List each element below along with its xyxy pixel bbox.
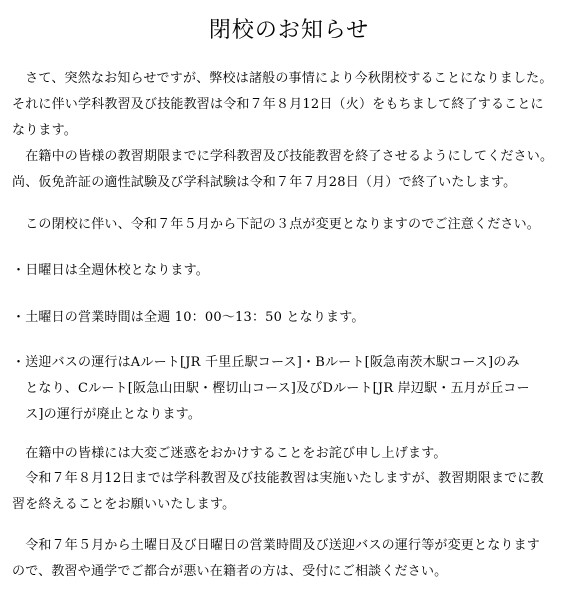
bullet-saturday: ・土曜日の営業時間は全週 10：00〜13：50 となります。 — [12, 310, 365, 325]
body-line: それに伴い学科教習及び技能教習は令和７年８月12日（火）をもちまして終了することに — [12, 97, 544, 112]
body-line: ので、教習や通学でご都合が悪い在籍者の方は、受付にご相談ください。 — [12, 564, 448, 579]
body-line: 令和７年５月から土曜日及び日曜日の営業時間及び送迎バスの運行等が変更となります — [12, 538, 541, 553]
bullet-bus-continued: となり、Cルート[阪急山田駅・樫切山コース]及びDルート[JR 岸辺駅・五月が丘コー — [12, 381, 530, 396]
notice-title: 閉校のお知らせ — [208, 18, 370, 43]
body-line: 令和７年８月12日までは学科教習及び技能教習は実施いたしますが、教習期限までに教 — [12, 471, 544, 486]
body-line: さて、突然なお知らせですが、弊校は諸般の事情により今秋閉校することになりました。 — [12, 71, 553, 86]
body-line: 在籍中の皆様の教習期限までに学科教習及び技能教習を終了させるようにしてください。 — [12, 149, 554, 164]
bullet-bus: ・送迎バスの運行はAルート[JR 千里丘駅コース]・Bルート[阪急南茨木駅コース]のみ — [12, 355, 520, 370]
body-line: 在籍中の皆様には大変ご迷惑をおかけすることをお詫び申し上げます。 — [12, 446, 447, 461]
bullet-bus-continued: ス]の運行が廃止となります。 — [12, 407, 202, 422]
bullet-sunday: ・日曜日は全週休校となります。 — [12, 263, 209, 278]
body-line: なります。 — [12, 123, 77, 138]
body-line: この閉校に伴い、令和７年５月から下記の３点が変更となりますのでご注意ください。 — [12, 217, 541, 232]
body-line: 習を終えることをお願いいたします。 — [12, 497, 236, 512]
body-line: 尚、仮免許証の適性試験及び学科試験は令和７年７月28日（月）で終了いたします。 — [12, 175, 517, 190]
